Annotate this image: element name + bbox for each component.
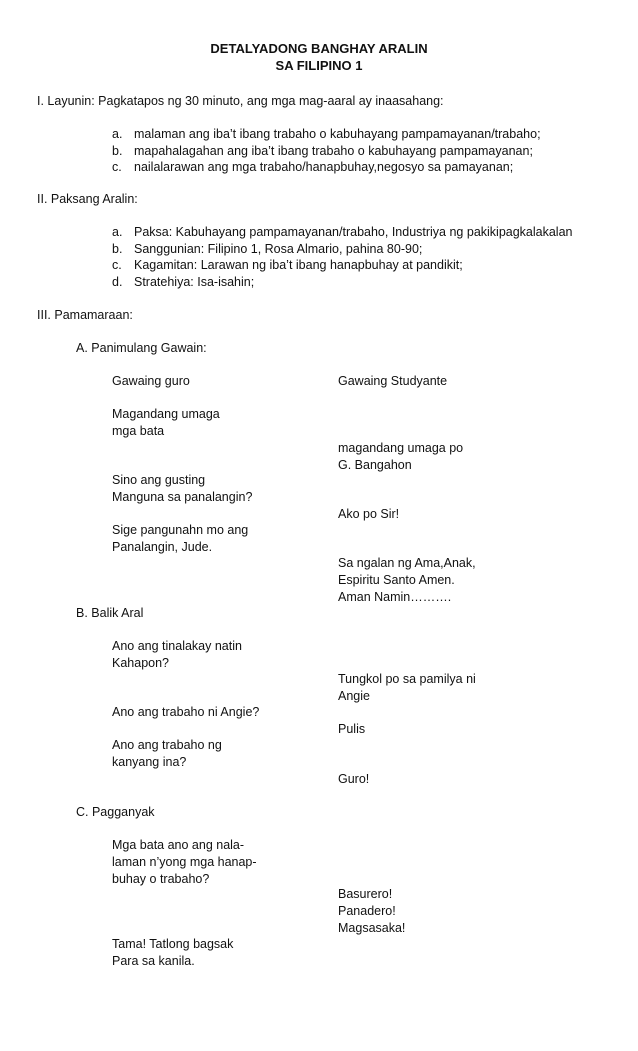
list-item: b. mapahalagahan ang iba’t ibang trabaho o kabuhayang pampamayanan; [112,143,533,158]
list-item: c. Kagamitan: Larawan ng iba’t ibang hanapbuhay at pandikit; [112,258,463,272]
studyante-line: Ako po Sir! [338,507,400,521]
studyante-line: Panadero! [338,904,396,918]
guro-line: Mga bata ano ang nala- [112,838,245,852]
paksang-heading: II. Paksang Aralin: [37,192,138,206]
guro-line: mga bata [112,424,165,438]
studyante-line: Espiritu Santo Amen. [338,573,455,587]
studyante-line: G. Bangahon [338,458,412,472]
layunin-list [112,126,541,176]
studyante-line: magandang umaga po [338,441,464,455]
guro-line: buhay o trabaho? [112,872,210,886]
paksang-list [112,224,573,290]
pamamaraan-heading: III. Pamamaraan: [37,308,133,322]
guro-line: laman n’yong mga hanap- [112,855,257,869]
list-item: b. Sanggunian: Filipino 1, Rosa Almario, pahina 80-90; [112,241,423,256]
page-title-line2: SA FILIPINO 1 [275,58,363,73]
guro-line: Ano ang tinalakay natin [112,639,242,653]
page-title-line1: DETALYADONG BANGHAY ARALIN [210,41,428,56]
list-item: a. Paksa: Kabuhayang pampamayanan/trabaho, Industriya ng pakikipagkalakalan [112,225,573,239]
guro-line: Ano ang trabaho ng [112,738,222,752]
studyante-line: Aman Namin………. [338,590,452,604]
section-b-heading: B. Balik Aral [76,606,144,620]
studyante-line: Magsasaka! [338,921,406,935]
column-header-guro: Gawaing guro [112,374,190,388]
guro-line: Tama! Tatlong bagsak [112,937,234,951]
studyante-line: Pulis [338,722,366,736]
guro-line: Ano ang trabaho ni Angie? [112,705,260,719]
layunin-heading: I. Layunin: Pagkatapos ng 30 minuto, ang mga mag-aaral ay inaasahang: [37,94,444,108]
studyante-line: Angie [338,689,370,703]
guro-line: Sino ang gusting [112,473,206,487]
section-a-heading: A. Panimulang Gawain: [76,341,207,355]
guro-line: kanyang ina? [112,755,187,769]
guro-line: Sige pangunahn mo ang [112,523,249,537]
guro-line: Magandang umaga [112,407,220,421]
studyante-line: Tungkol po sa pamilya ni [338,672,476,686]
guro-line: Panalangin, Jude. [112,540,213,554]
section-c-heading: C. Pagganyak [76,805,155,819]
list-item: d. Stratehiya: Isa-isahin; [112,274,255,289]
studyante-line: Guro! [338,772,370,786]
list-item: c. nailalarawan ang mga trabaho/hanapbuhay,negosyo sa pamayanan; [112,160,514,174]
list-item: a. malaman ang iba’t ibang trabaho o kabuhayang pampamayanan/trabaho; [112,127,541,141]
guro-line: Kahapon? [112,656,170,670]
studyante-line: Basurero! [338,887,393,901]
guro-line: Manguna sa panalangin? [112,490,253,504]
column-header-studyante: Gawaing Studyante [338,374,448,388]
studyante-line: Sa ngalan ng Ama,Anak, [338,556,476,570]
guro-line: Para sa kanila. [112,954,195,968]
